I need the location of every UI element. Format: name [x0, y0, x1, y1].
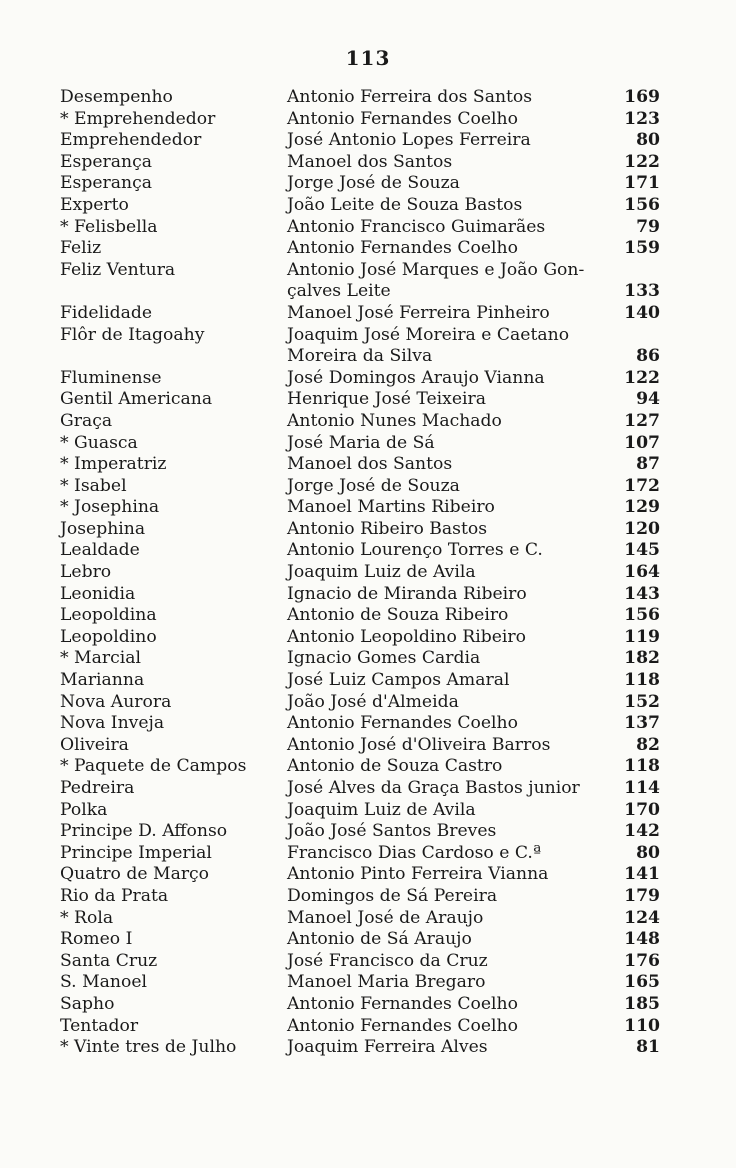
entry-number: 107 — [624, 432, 660, 453]
entry-number: 172 — [624, 475, 660, 496]
owner-name: Domingos de Sá Pereira — [287, 885, 498, 906]
list-item — [60, 540, 660, 562]
owner-name: Ignacio Gomes Cardia — [287, 648, 481, 669]
vessel-name: * Isabel — [60, 475, 127, 496]
list-item — [60, 584, 660, 606]
list-item — [60, 908, 660, 930]
entry-number: 122 — [624, 151, 660, 172]
owner-name: Antonio José Marques e João Gon- çalves Leite — [287, 259, 585, 302]
owner-name: Manoel dos Santos — [287, 454, 453, 475]
entry-number: 185 — [624, 993, 660, 1014]
vessel-name: Polka — [60, 799, 108, 820]
owner-name: Antonio Fernandes Coelho — [287, 108, 518, 129]
owner-name: Antonio José d'Oliveira Barros — [287, 734, 551, 755]
owner-name: Manoel José Ferreira Pinheiro — [287, 302, 550, 323]
vessel-name: Josephina — [60, 518, 146, 539]
vessel-name: Tentador — [60, 1015, 139, 1036]
list-item — [60, 778, 660, 800]
owner-name: João José d'Almeida — [287, 691, 459, 712]
owner-name: José Domingos Araujo Vianna — [287, 367, 545, 388]
vessel-name: Gentil Americana — [60, 389, 213, 410]
entry-number: 79 — [636, 216, 660, 237]
vessel-name: Esperança — [60, 151, 152, 172]
list-item — [60, 152, 660, 174]
list-item — [60, 735, 660, 757]
owner-name: José Luiz Campos Amaral — [287, 670, 510, 691]
list-item — [60, 411, 660, 433]
entry-number: 86 — [636, 346, 660, 367]
vessel-name: Nova Inveja — [60, 713, 165, 734]
vessel-name: S. Manoel — [60, 972, 148, 993]
owner-name: Jorge José de Souza — [287, 173, 460, 194]
list-item — [60, 476, 660, 498]
owner-name: Antonio Fernandes Coelho — [287, 238, 518, 259]
owner-name: Jorge José de Souza — [287, 475, 460, 496]
entry-number: 123 — [624, 108, 660, 129]
vessel-name: Feliz — [60, 238, 102, 259]
vessel-name: * Emprehendedor — [60, 108, 216, 129]
list-item — [60, 670, 660, 692]
entry-number: 119 — [624, 626, 660, 647]
owner-name: Antonio Ferreira dos Santos — [287, 87, 533, 107]
vessel-name: Rio da Prata — [60, 885, 169, 906]
owner-name: Antonio Ribeiro Bastos — [287, 518, 488, 539]
list-item — [60, 800, 660, 822]
entry-number: 141 — [624, 864, 660, 885]
owner-name: Ignacio de Miranda Ribeiro — [287, 583, 527, 604]
vessel-name: Marianna — [60, 670, 145, 691]
owner-name: José Alves da Graça Bastos junior — [287, 778, 580, 798]
vessel-name: Emprehendedor — [60, 130, 202, 151]
owner-name: Antonio Fernandes Coelho — [287, 713, 518, 734]
list-item — [60, 497, 660, 519]
page-number: 113 — [345, 46, 391, 70]
entry-number: 80 — [636, 130, 660, 151]
list-item — [60, 1016, 660, 1038]
list-item — [60, 864, 660, 886]
owner-name: Joaquim Luiz de Avila — [287, 562, 476, 583]
owner-name: José Antonio Lopes Ferreira — [287, 130, 531, 151]
entry-number: 145 — [624, 540, 660, 561]
owner-name: Joaquim Ferreira Alves — [287, 1037, 488, 1058]
list-item — [60, 130, 660, 152]
owner-name: Henrique José Teixeira — [287, 389, 486, 410]
vessel-name: Fidelidade — [60, 302, 153, 323]
vessel-name: Fluminense — [60, 367, 162, 388]
owner-name: Antonio de Souza Castro — [287, 756, 503, 777]
vessel-name: Lebro — [60, 562, 112, 583]
owner-name: Antonio de Sá Araujo — [287, 929, 472, 950]
entry-number: 170 — [624, 799, 660, 820]
ship-registry-list — [60, 87, 660, 1059]
vessel-name: Graça — [60, 410, 113, 431]
list-item — [60, 886, 660, 908]
entry-number: 124 — [624, 907, 660, 928]
list-item — [60, 238, 660, 260]
list-item — [60, 713, 660, 735]
entry-number: 169 — [624, 87, 660, 107]
entry-number: 182 — [624, 648, 660, 669]
list-item — [60, 454, 660, 476]
entry-number: 127 — [624, 410, 660, 431]
owner-name: Joaquim José Moreira e Caetano Moreira da Silva — [287, 324, 570, 367]
entry-number: 140 — [624, 302, 660, 323]
owner-name: Antonio Lourenço Torres e C. — [287, 540, 543, 561]
entry-number: 110 — [624, 1015, 660, 1036]
list-item — [60, 260, 660, 303]
entry-number: 137 — [624, 713, 660, 734]
vessel-name: Sapho — [60, 993, 115, 1014]
vessel-name: Santa Cruz — [60, 950, 158, 971]
list-item — [60, 389, 660, 411]
list-item — [60, 692, 660, 714]
vessel-name: Leopoldino — [60, 626, 157, 647]
list-item — [60, 843, 660, 865]
entry-number: 159 — [624, 238, 660, 259]
vessel-name: Esperança — [60, 173, 152, 194]
vessel-name: Desempenho — [60, 87, 173, 107]
vessel-name: * Marcial — [60, 648, 141, 669]
list-item — [60, 173, 660, 195]
vessel-name: * Felisbella — [60, 216, 158, 237]
entry-number: 114 — [624, 778, 660, 798]
owner-name: Antonio Nunes Machado — [287, 410, 502, 431]
list-item — [60, 929, 660, 951]
vessel-name: Principe D. Affonso — [60, 821, 228, 842]
entry-number: 165 — [624, 972, 660, 993]
entry-number: 164 — [624, 562, 660, 583]
list-item — [60, 325, 660, 368]
owner-name: Antonio Fernandes Coelho — [287, 1015, 518, 1036]
entry-number: 142 — [624, 821, 660, 842]
vessel-name: Quatro de Março — [60, 864, 210, 885]
entry-number: 118 — [624, 756, 660, 777]
list-item — [60, 562, 660, 584]
vessel-name: Lealdade — [60, 540, 140, 561]
owner-name: Manoel Maria Bregaro — [287, 972, 486, 993]
list-item — [60, 994, 660, 1016]
entry-number: 80 — [636, 842, 660, 863]
owner-name: Joaquim Luiz de Avila — [287, 799, 476, 820]
vessel-name: Flôr de Itagoahy — [60, 324, 205, 345]
owner-name: José Maria de Sá — [287, 432, 435, 453]
list-item — [60, 756, 660, 778]
list-item — [60, 195, 660, 217]
list-item — [60, 109, 660, 131]
owner-name: Francisco Dias Cardoso e C.ª — [287, 842, 542, 863]
list-item — [60, 519, 660, 541]
vessel-name: Feliz Ventura — [60, 259, 176, 280]
entry-number: 148 — [624, 929, 660, 950]
vessel-name: * Paquete de Campos — [60, 756, 247, 777]
vessel-name: * Vinte tres de Julho — [60, 1037, 237, 1058]
entry-number: 133 — [624, 281, 660, 302]
vessel-name: * Josephina — [60, 497, 160, 518]
list-item — [60, 951, 660, 973]
list-item — [60, 972, 660, 994]
owner-name: Antonio Fernandes Coelho — [287, 993, 518, 1014]
entry-number: 118 — [624, 670, 660, 691]
owner-name: José Francisco da Cruz — [287, 950, 488, 971]
vessel-name: Romeo I — [60, 929, 133, 950]
entry-number: 179 — [624, 885, 660, 906]
list-item — [60, 368, 660, 390]
list-item — [60, 605, 660, 627]
vessel-name: Nova Aurora — [60, 691, 172, 712]
vessel-name: * Rola — [60, 907, 114, 928]
entry-number: 171 — [624, 173, 660, 194]
entry-number: 120 — [624, 518, 660, 539]
owner-name: João José Santos Breves — [287, 821, 497, 842]
vessel-name: Leonidia — [60, 583, 136, 604]
list-item — [60, 303, 660, 325]
vessel-name: Principe Imperial — [60, 842, 212, 863]
entry-number: 152 — [624, 691, 660, 712]
entry-number: 82 — [636, 734, 660, 755]
entry-number: 94 — [636, 389, 660, 410]
owner-name: Manoel dos Santos — [287, 151, 453, 172]
vessel-name: Experto — [60, 194, 129, 215]
vessel-name: Pedreira — [60, 778, 135, 798]
owner-name: Manoel Martins Ribeiro — [287, 497, 495, 518]
entry-number: 156 — [624, 605, 660, 626]
owner-name: Antonio Francisco Guimarães — [287, 216, 546, 237]
entry-number: 122 — [624, 367, 660, 388]
owner-name: João Leite de Souza Bastos — [287, 194, 523, 215]
list-item — [60, 648, 660, 670]
vessel-name: Leopoldina — [60, 605, 157, 626]
owner-name: Antonio de Souza Ribeiro — [287, 605, 509, 626]
entry-number: 81 — [636, 1037, 660, 1058]
entry-number: 176 — [624, 950, 660, 971]
list-item — [60, 821, 660, 843]
list-item — [60, 217, 660, 239]
list-item — [60, 1037, 660, 1059]
entry-number: 156 — [624, 194, 660, 215]
list-item — [60, 87, 660, 109]
entry-number: 129 — [624, 497, 660, 518]
owner-name: Antonio Leopoldino Ribeiro — [287, 626, 526, 647]
entry-number: 143 — [624, 583, 660, 604]
owner-name: Manoel José de Araujo — [287, 907, 484, 928]
vessel-name: * Guasca — [60, 432, 138, 453]
vessel-name: * Imperatriz — [60, 454, 167, 475]
list-item — [60, 433, 660, 455]
owner-name: Antonio Pinto Ferreira Vianna — [287, 864, 549, 885]
entry-number: 87 — [636, 454, 660, 475]
list-item — [60, 627, 660, 649]
vessel-name: Oliveira — [60, 734, 129, 755]
